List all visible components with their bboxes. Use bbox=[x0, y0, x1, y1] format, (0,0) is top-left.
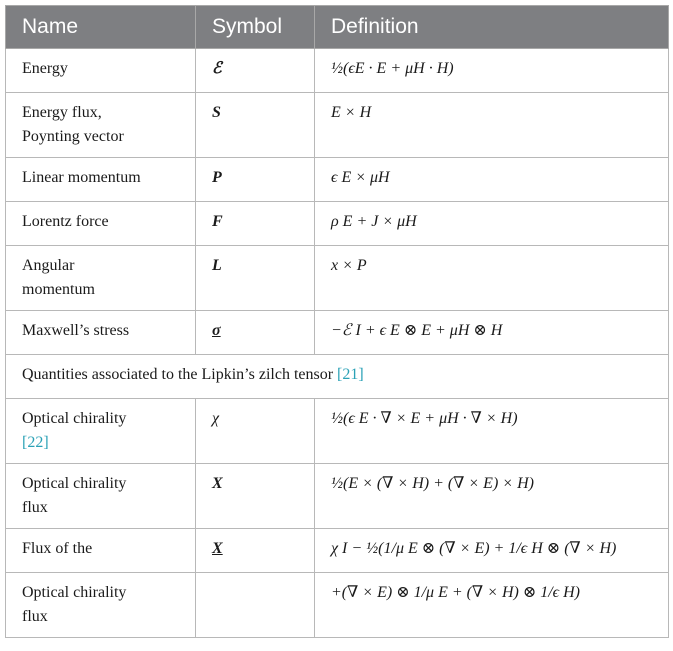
section-row bbox=[6, 355, 669, 399]
cell-symbol: F bbox=[196, 202, 315, 246]
cell-symbol: S bbox=[196, 93, 315, 158]
table-row bbox=[6, 93, 669, 158]
section-heading bbox=[6, 355, 669, 399]
cell-symbol: χ bbox=[196, 399, 315, 464]
cell-symbol: σ bbox=[196, 311, 315, 355]
section-ref[interactable]: [21] bbox=[337, 366, 364, 383]
cell-symbol: X bbox=[196, 464, 315, 529]
table-row bbox=[6, 464, 669, 529]
cell-symbol: ℰ bbox=[196, 49, 315, 93]
table-row bbox=[6, 311, 669, 355]
name-line-1: Optical chirality bbox=[22, 475, 127, 492]
cell-definition: E × H bbox=[315, 93, 669, 158]
header-definition: Definition bbox=[315, 6, 669, 49]
cell-definition: −ℰ I + ϵ E ⊗ E + μH ⊗ H bbox=[315, 311, 669, 355]
table-row bbox=[6, 573, 669, 638]
name-line-2: flux bbox=[22, 608, 48, 625]
header-name: Name bbox=[6, 6, 196, 49]
cell-name bbox=[6, 464, 196, 529]
cell-name bbox=[6, 399, 196, 464]
cell-name: Linear momentum bbox=[6, 158, 196, 202]
section-text: Quantities associated to the Lipkin’s zilch tensor bbox=[22, 366, 334, 383]
header-row bbox=[6, 6, 669, 49]
name-line-2: momentum bbox=[22, 281, 95, 298]
cell-definition: ½(ϵE · E + μH · H) bbox=[315, 49, 669, 93]
table-row bbox=[6, 158, 669, 202]
table-row bbox=[6, 49, 669, 93]
cell-name: Maxwell’s stress bbox=[6, 311, 196, 355]
cell-definition: ϵ E × μH bbox=[315, 158, 669, 202]
table-row bbox=[6, 529, 669, 573]
name-ref[interactable]: [22] bbox=[22, 434, 49, 451]
cell-symbol: P bbox=[196, 158, 315, 202]
cell-symbol: L bbox=[196, 246, 315, 311]
quantities-table bbox=[5, 5, 669, 638]
name-line-1: Optical chirality bbox=[22, 410, 127, 427]
cell-name bbox=[6, 573, 196, 638]
cell-name bbox=[6, 246, 196, 311]
name-line-1: Angular bbox=[22, 257, 75, 274]
cell-definition: ½(E × (∇ × H) + (∇ × E) × H) bbox=[315, 464, 669, 529]
cell-definition: x × P bbox=[315, 246, 669, 311]
name-line-1: Energy flux, bbox=[22, 104, 102, 121]
header-symbol: Symbol bbox=[196, 6, 315, 49]
cell-definition: ½(ϵ E · ∇ × E + μH · ∇ × H) bbox=[315, 399, 669, 464]
name-line-2: Poynting vector bbox=[22, 128, 124, 145]
cell-definition: χ I − ½(1/μ E ⊗ (∇ × E) + 1/ϵ H ⊗ (∇ × H) bbox=[315, 529, 669, 573]
cell-name: Flux of the bbox=[6, 529, 196, 573]
table-row bbox=[6, 246, 669, 311]
name-line-2: flux bbox=[22, 499, 48, 516]
cell-name bbox=[6, 93, 196, 158]
cell-name: Energy bbox=[6, 49, 196, 93]
table-row bbox=[6, 399, 669, 464]
table-row bbox=[6, 202, 669, 246]
cell-symbol bbox=[196, 573, 315, 638]
name-line-1: Optical chirality bbox=[22, 584, 127, 601]
cell-definition: +(∇ × E) ⊗ 1/μ E + (∇ × H) ⊗ 1/ϵ H) bbox=[315, 573, 669, 638]
cell-definition: ρ E + J × μH bbox=[315, 202, 669, 246]
cell-name: Lorentz force bbox=[6, 202, 196, 246]
cell-symbol: X bbox=[196, 529, 315, 573]
